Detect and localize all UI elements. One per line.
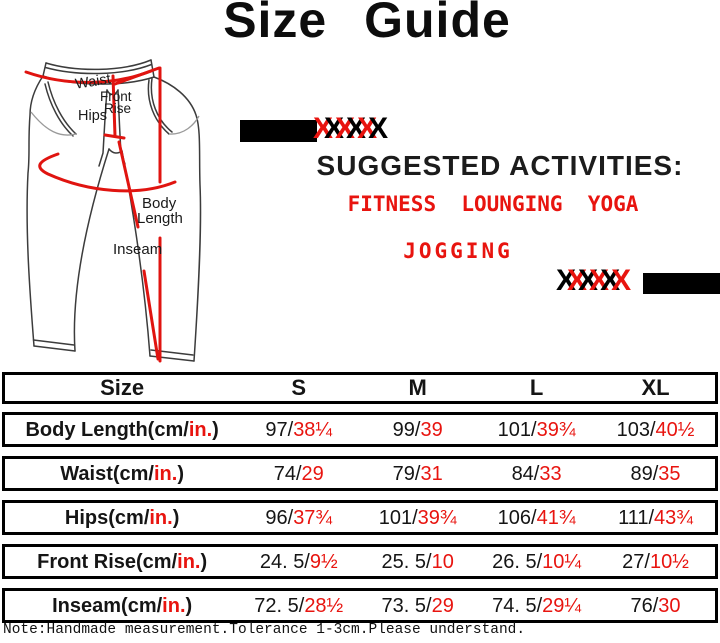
x-glyph: X xyxy=(611,264,623,297)
header-size-L: L xyxy=(529,375,544,400)
header-size-M: M xyxy=(408,375,427,400)
hips-line xyxy=(40,154,175,191)
cell-M: 101/39¾ xyxy=(378,506,457,529)
x-glyph: X xyxy=(357,112,369,145)
table-row xyxy=(2,588,718,623)
cell-XL: 111/43¾ xyxy=(618,506,693,529)
x-glyph: X xyxy=(556,264,568,297)
pants-measurement-diagram xyxy=(18,55,250,373)
cell-M: 79/31 xyxy=(392,462,443,485)
cell-S: 96/37¾ xyxy=(265,506,333,529)
x-glyph: X xyxy=(313,112,325,145)
cell-S: 97/38¼ xyxy=(265,418,333,441)
header-size-XL: XL xyxy=(641,375,670,400)
waist-label: Waist xyxy=(74,71,112,93)
cell-XL: 76/30 xyxy=(630,594,681,617)
page-title: Size Guide xyxy=(223,0,511,48)
row-label: Front Rise(cm/in.) xyxy=(37,550,208,573)
row-label: Waist(cm/in.) xyxy=(60,462,185,485)
body-length-label-line2: Length xyxy=(137,210,183,227)
activities-line1: FITNESS LOUNGING YOGA xyxy=(347,192,639,216)
front-rise-tick xyxy=(105,135,124,138)
front-rise-label-line1: Front xyxy=(100,89,132,104)
row-label: Inseam(cm/in.) xyxy=(52,594,193,617)
x-glyph: X xyxy=(324,112,336,145)
inseam-line-upper xyxy=(119,142,138,227)
cell-XL: 103/40½ xyxy=(616,418,695,441)
cell-M: 99/39 xyxy=(392,418,443,441)
x-glyph: X xyxy=(368,112,380,145)
table-row xyxy=(2,456,718,491)
activities-line2: JOGGING xyxy=(403,239,513,263)
cell-L: 84/33 xyxy=(511,462,562,485)
hips-label: Hips xyxy=(78,108,108,124)
cell-S: 24. 5/9½ xyxy=(259,550,338,573)
row-label: Body Length(cm/in.) xyxy=(25,418,219,441)
note-text: Note:Handmade measurement.Tolerance 1-3cm.Please understand. xyxy=(3,622,526,638)
right-black-bar xyxy=(643,273,720,294)
x-glyph: X xyxy=(567,264,579,297)
cell-M: 25. 5/10 xyxy=(381,550,454,573)
x-glyph: X xyxy=(589,264,601,297)
right-bar-x-lattice xyxy=(556,266,622,296)
x-glyph: X xyxy=(335,112,347,145)
cell-L: 26. 5/10¼ xyxy=(492,550,582,573)
inseam-label: Inseam xyxy=(113,241,163,258)
table-row xyxy=(2,500,718,535)
header-size-label: Size xyxy=(100,375,145,400)
x-glyph: X xyxy=(346,112,358,145)
cell-L: 74. 5/29¼ xyxy=(492,594,582,617)
cell-S: 72. 5/28½ xyxy=(254,594,344,617)
table-row xyxy=(2,544,718,579)
cell-XL: 89/35 xyxy=(630,462,681,485)
left-pocket xyxy=(48,82,76,134)
header-size-S: S xyxy=(291,375,307,400)
front-rise-label-line2: Rise xyxy=(104,101,132,116)
cell-XL: 27/10½ xyxy=(622,550,689,573)
left-black-bar xyxy=(240,120,317,142)
left-bar-x-lattice xyxy=(313,114,379,144)
activities-heading: SUGGESTED ACTIVITIES: xyxy=(316,150,684,181)
x-glyph: X xyxy=(600,264,612,297)
size-table xyxy=(2,372,718,632)
cell-M: 73. 5/29 xyxy=(381,594,454,617)
cell-L: 101/39¾ xyxy=(497,418,576,441)
table-header-row xyxy=(2,372,718,404)
row-label: Hips(cm/in.) xyxy=(64,506,180,529)
body-length-label-line1: Body xyxy=(142,195,177,212)
table-row xyxy=(2,412,718,447)
x-glyph: X xyxy=(578,264,590,297)
cell-L: 106/41¾ xyxy=(497,506,576,529)
cell-S: 74/29 xyxy=(273,462,324,485)
